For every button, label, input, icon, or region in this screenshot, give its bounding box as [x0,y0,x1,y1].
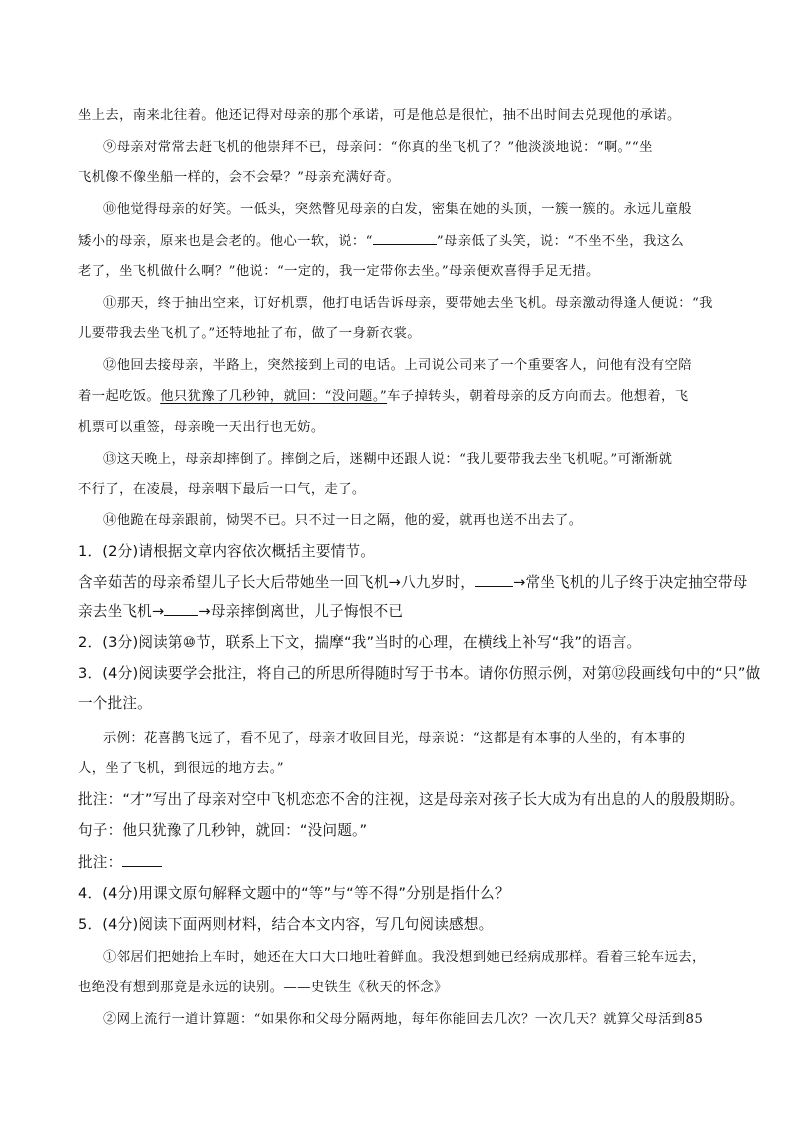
question-3-stem-line-2: 一个批注。 [78,695,152,712]
question-2-stem: 2．(3分)阅读第⑩节，联系上下文，揣摩“我”当时的心理，在横线上补写“我”的语言。 [78,634,642,651]
material-1-line-2: 也绝没有想到那竟是永远的诀别。——史铁生《秋天的怀念》 [78,980,448,995]
q1-text-b: →常坐飞机的儿子终于决定抽空带母 [513,574,748,591]
question-3-sentence: 句子：他只犹豫了几秒钟，就回：“没问题。” [78,822,368,839]
q1-text-c: 亲去坐飞机→ [78,603,165,620]
story-paragraph-9-line-1: ⑨母亲对常常去赶飞机的他崇拜不已，母亲问：“你真的坐飞机了？”他淡淡地说：“啊。”“坐 [103,140,653,155]
answer-blank-q2[interactable] [373,244,437,245]
q3-note-label: 批注： [78,854,123,871]
question-5-stem: 5．(4分)阅读下面两则材料，结合本文内容，写几句阅读感想。 [78,916,494,933]
question-3-note-answer [78,851,162,872]
answer-blank-q1-a[interactable] [475,586,513,587]
story-paragraph-11-line-2: 儿要带我去坐飞机了。”还特地扯了布，做了一身新衣裳。 [78,326,421,341]
paragraph-10-text-after-blank: ”母亲低了头笑，说：“不坐不坐，我这么 [436,234,685,249]
question-3-example-note: 批注：“才”写出了母亲对空中飞机恋恋不舍的注视，这是母亲对孩子长大成为有出息的人的殷殷期盼。 [78,791,745,808]
story-paragraph-14: ⑭他跪在母亲跟前，恸哭不已。只不过一日之隔，他的爱，就再也送不出去了。 [103,513,583,528]
story-paragraph-11-line-1: ⑪那天，终于抽出空来，订好机票，他打电话告诉母亲，要带她去坐飞机。母亲激动得逢人便说：“我 [103,296,713,311]
question-4-stem: 4．(4分)用课文原句解释文题中的“等”与“等不得”分别是指什么？ [78,885,510,902]
answer-blank-q1-b[interactable] [164,615,198,616]
story-paragraph-9-line-2: 飞机像不像坐船一样的，会不会晕？”母亲充满好奇。 [78,170,401,185]
story-paragraph-13-line-2: 不行了，在凌晨，母亲咽下最后一口气，走了。 [78,482,366,497]
story-paragraph-12-line-2 [78,385,688,404]
question-3-stem-line-1: 3．(4分)阅读要学会批注，将自己的所思所得随时写于书本。请你仿照示例，对第⑫段画线句中的“只”做 [78,665,761,682]
question-1-answer-line-2 [78,600,403,621]
story-paragraph-10-line-3: 老了，坐飞机做什么啊？”他说：“一定的，我一定带你去坐。”母亲便欢喜得手足无措。 [78,264,600,279]
question-3-example-line-2: 人，坐了飞机，到很远的地方去。” [78,761,285,776]
q1-text-a: 含辛茹苦的母亲希望儿子长大后带她坐一回飞机→八九岁时， [78,574,476,591]
story-paragraph-10-line-1: ⑩他觉得母亲的好笑。一低头，突然瞥见母亲的白发，密集在她的头顶，一簇一簇的。永远儿童般 [103,202,692,217]
underlined-sentence: 他只犹豫了几秒钟，就回：“没问题。” [160,389,388,404]
question-1-stem: 1．(2分)请根据文章内容依次概括主要情节。 [78,543,376,560]
paragraph-12-text-a: 着一起吃饭。 [78,389,161,404]
paragraph-10-text-before-blank: 矮小的母亲，原来也是会老的。他心一软，说：“ [78,234,373,249]
story-paragraph-10-line-2 [78,230,684,249]
story-paragraph-13-line-1: ⑬这天晚上，母亲却摔倒了。摔倒之后，迷糊中还跟人说：“我儿要带我去坐飞机呢。”可渐渐就 [103,452,673,467]
story-paragraph-12-line-1: ⑫他回去接母亲，半路上，突然接到上司的电话。上司说公司来了一个重要客人，问他有没有空陪 [103,358,692,373]
material-2-line-1: ②网上流行一道计算题：“如果你和父母分隔两地，每年你能回去几次？一次几天？就算父母活到85 [103,1012,704,1027]
story-paragraph-8-end: 坐上去，南来北往着。他还记得对母亲的那个承诺，可是他总是很忙，抽不出时间去兑现他的承诺。 [78,108,681,123]
q1-text-d: →母亲摔倒离世，儿子悔恨不已 [198,603,404,620]
paragraph-12-text-b: 车子掉转头，朝着母亲的反方向而去。他想着，飞 [387,389,689,404]
answer-blank-q3[interactable] [122,866,162,867]
question-1-answer-line-1 [78,571,747,592]
question-3-example-line-1: 示例：花喜鹊飞远了，看不见了，母亲才收回目光，母亲说：“这都是有本事的人坐的，有本事的 [103,731,686,746]
material-1-line-1: ①邻居们把她抬上车时，她还在大口大口地吐着鲜血。我没想到她已经病成那样。看着三轮车远去， [103,950,706,965]
story-paragraph-12-line-3: 机票可以重签，母亲晚一天出行也无妨。 [78,420,325,435]
